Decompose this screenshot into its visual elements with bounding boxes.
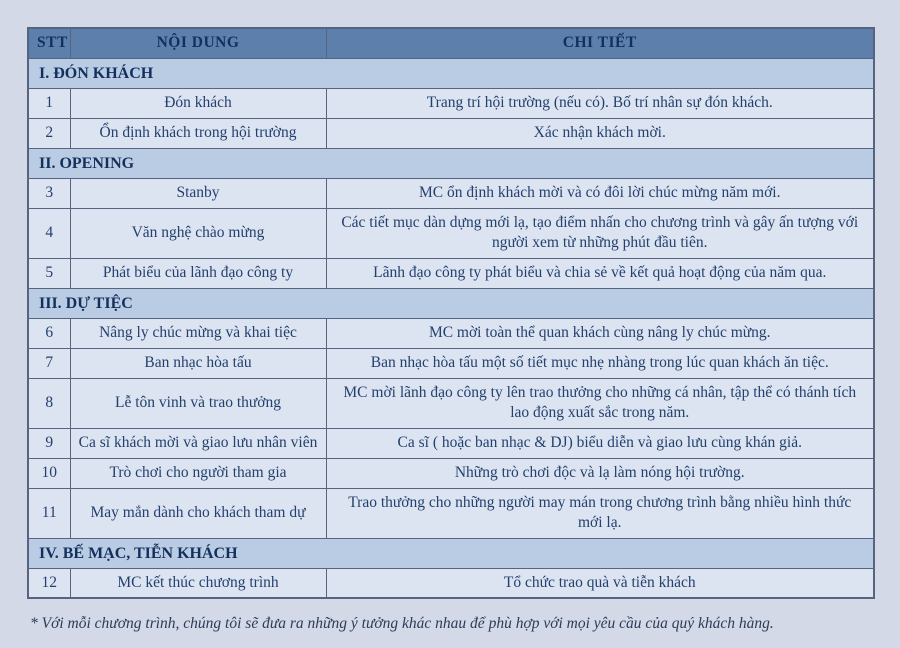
table-header-row <box>28 28 874 58</box>
cell-stt: 11 <box>28 488 70 538</box>
column-header-stt: STT <box>28 28 70 58</box>
column-header-noi-dung: NỘI DUNG <box>70 28 326 58</box>
cell-noi-dung: Lễ tôn vinh và trao thưởng <box>70 378 326 428</box>
cell-chi-tiet: Trang trí hội trường (nếu có). Bố trí nhân sự đón khách. <box>326 88 874 118</box>
cell-noi-dung: Ban nhạc hòa tấu <box>70 348 326 378</box>
cell-noi-dung: Ca sĩ khách mời và giao lưu nhân viên <box>70 428 326 458</box>
cell-noi-dung: Trò chơi cho người tham gia <box>70 458 326 488</box>
cell-chi-tiet: Tổ chức trao quà và tiễn khách <box>326 568 874 598</box>
table-row <box>28 318 874 348</box>
table-row <box>28 258 874 288</box>
cell-chi-tiet: Xác nhận khách mời. <box>326 118 874 148</box>
program-table-body <box>28 58 874 598</box>
cell-stt: 7 <box>28 348 70 378</box>
cell-stt: 8 <box>28 378 70 428</box>
cell-chi-tiet: MC mời lãnh đạo công ty lên trao thưởng cho những cá nhân, tập thể có thánh tích lao động xuất sắc trong năm. <box>326 378 874 428</box>
section-header-row <box>28 58 874 88</box>
cell-chi-tiet: MC mời toàn thể quan khách cùng nâng ly chúc mừng. <box>326 318 874 348</box>
table-row <box>28 458 874 488</box>
cell-stt: 6 <box>28 318 70 348</box>
section-title: III. DỰ TIỆC <box>28 288 874 318</box>
cell-stt: 10 <box>28 458 70 488</box>
section-header-row <box>28 538 874 568</box>
table-row <box>28 488 874 538</box>
cell-stt: 5 <box>28 258 70 288</box>
event-program-table <box>27 27 875 599</box>
section-title: IV. BẾ MẠC, TIỄN KHÁCH <box>28 538 874 568</box>
cell-noi-dung: MC kết thúc chương trình <box>70 568 326 598</box>
cell-noi-dung: Phát biểu của lãnh đạo công ty <box>70 258 326 288</box>
table-row <box>28 348 874 378</box>
cell-chi-tiet: Lãnh đạo công ty phát biểu và chia sẻ về kết quả hoạt động của năm qua. <box>326 258 874 288</box>
footnote: * Với mỗi chương trình, chúng tôi sẽ đưa ra những ý tưởng khác nhau để phù hợp với mọi yêu cầu của quý khách hàng. <box>30 615 774 633</box>
cell-chi-tiet: MC ổn định khách mời và có đôi lời chúc mừng năm mới. <box>326 178 874 208</box>
cell-chi-tiet: Ca sĩ ( hoặc ban nhạc & DJ) biểu diễn và giao lưu cùng khán giả. <box>326 428 874 458</box>
cell-stt: 2 <box>28 118 70 148</box>
section-title: II. OPENING <box>28 148 874 178</box>
cell-noi-dung: Văn nghệ chào mừng <box>70 208 326 258</box>
cell-chi-tiet: Các tiết mục dàn dựng mới lạ, tạo điểm nhấn cho chương trình và gây ấn tượng với người xem từ những phút đầu tiên. <box>326 208 874 258</box>
table-row <box>28 378 874 428</box>
section-header-row <box>28 148 874 178</box>
cell-noi-dung: Stanby <box>70 178 326 208</box>
table-row <box>28 88 874 118</box>
table-row <box>28 428 874 458</box>
section-title: I. ĐÓN KHÁCH <box>28 58 874 88</box>
cell-noi-dung: Đón khách <box>70 88 326 118</box>
cell-noi-dung: May mắn dành cho khách tham dự <box>70 488 326 538</box>
cell-stt: 12 <box>28 568 70 598</box>
table-row <box>28 118 874 148</box>
cell-stt: 3 <box>28 178 70 208</box>
cell-noi-dung: Ổn định khách trong hội trường <box>70 118 326 148</box>
cell-noi-dung: Nâng ly chúc mừng và khai tiệc <box>70 318 326 348</box>
cell-chi-tiet: Trao thưởng cho những người may mán trong chương trình bằng nhiều hình thức mới lạ. <box>326 488 874 538</box>
cell-chi-tiet: Những trò chơi độc và lạ làm nóng hội trường. <box>326 458 874 488</box>
cell-stt: 1 <box>28 88 70 118</box>
section-header-row <box>28 288 874 318</box>
cell-stt: 9 <box>28 428 70 458</box>
cell-stt: 4 <box>28 208 70 258</box>
table-row <box>28 568 874 598</box>
column-header-chi-tiet: CHI TIẾT <box>326 28 874 58</box>
table-row <box>28 208 874 258</box>
cell-chi-tiet: Ban nhạc hòa tấu một số tiết mục nhẹ nhàng trong lúc quan khách ăn tiệc. <box>326 348 874 378</box>
table-row <box>28 178 874 208</box>
